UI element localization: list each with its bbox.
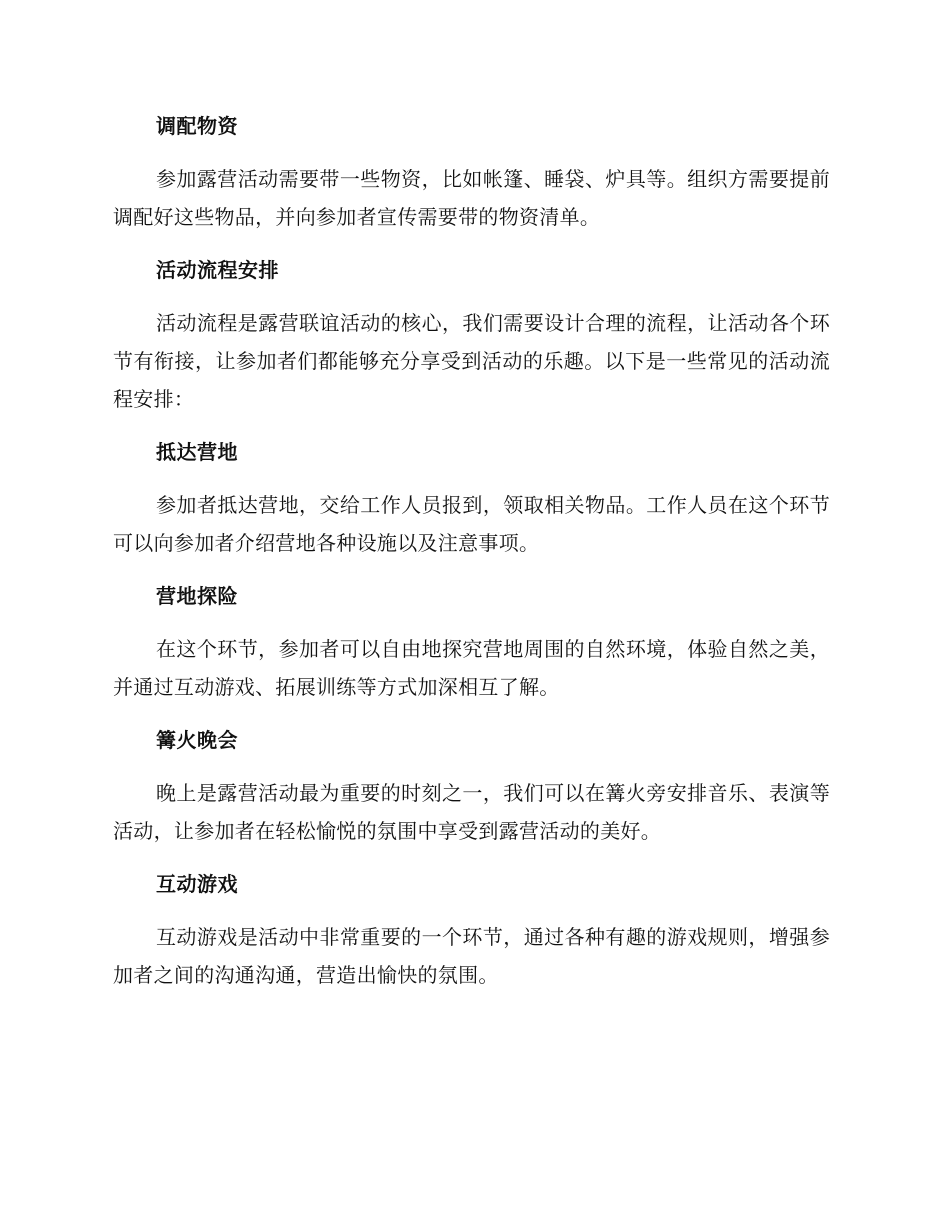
section-body-bonfire: 晚上是露营活动最为重要的时刻之一，我们可以在篝火旁安排音乐、表演等活动，让参加者在轻松愉悦的氛围中享受到露营活动的美好。 (113, 781, 830, 843)
section-heading-exploration: 营地探险 (156, 584, 238, 608)
section-body-schedule: 活动流程是露营联谊活动的核心，我们需要设计合理的流程，让活动各个环节有衔接，让参加者们都能够充分享受到活动的乐趣。以下是一些常见的活动流程安排： (113, 311, 830, 411)
section-body-games: 互动游戏是活动中非常重要的一个环节，通过各种有趣的游戏规则，增强参加者之间的沟通沟通，营造出愉快的氛围。 (113, 925, 830, 987)
section-body-supplies: 参加露营活动需要带一些物资，比如帐篷、睡袋、炉具等。组织方需要提前调配好这些物品，并向参加者宣传需要带的物资清单。 (113, 167, 830, 229)
section-heading-schedule: 活动流程安排 (156, 258, 279, 282)
section-body-arrival: 参加者抵达营地，交给工作人员报到，领取相关物品。工作人员在这个环节可以向参加者介绍营地各种设施以及注意事项。 (113, 493, 830, 555)
section-heading-supplies: 调配物资 (156, 114, 238, 138)
section-body-exploration: 在这个环节，参加者可以自由地探究营地周围的自然环境，体验自然之美，并通过互动游戏、拓展训练等方式加深相互了解。 (113, 637, 830, 699)
section-heading-bonfire: 篝火晚会 (156, 728, 238, 752)
section-heading-games: 互动游戏 (156, 872, 238, 896)
section-heading-arrival: 抵达营地 (156, 440, 238, 464)
